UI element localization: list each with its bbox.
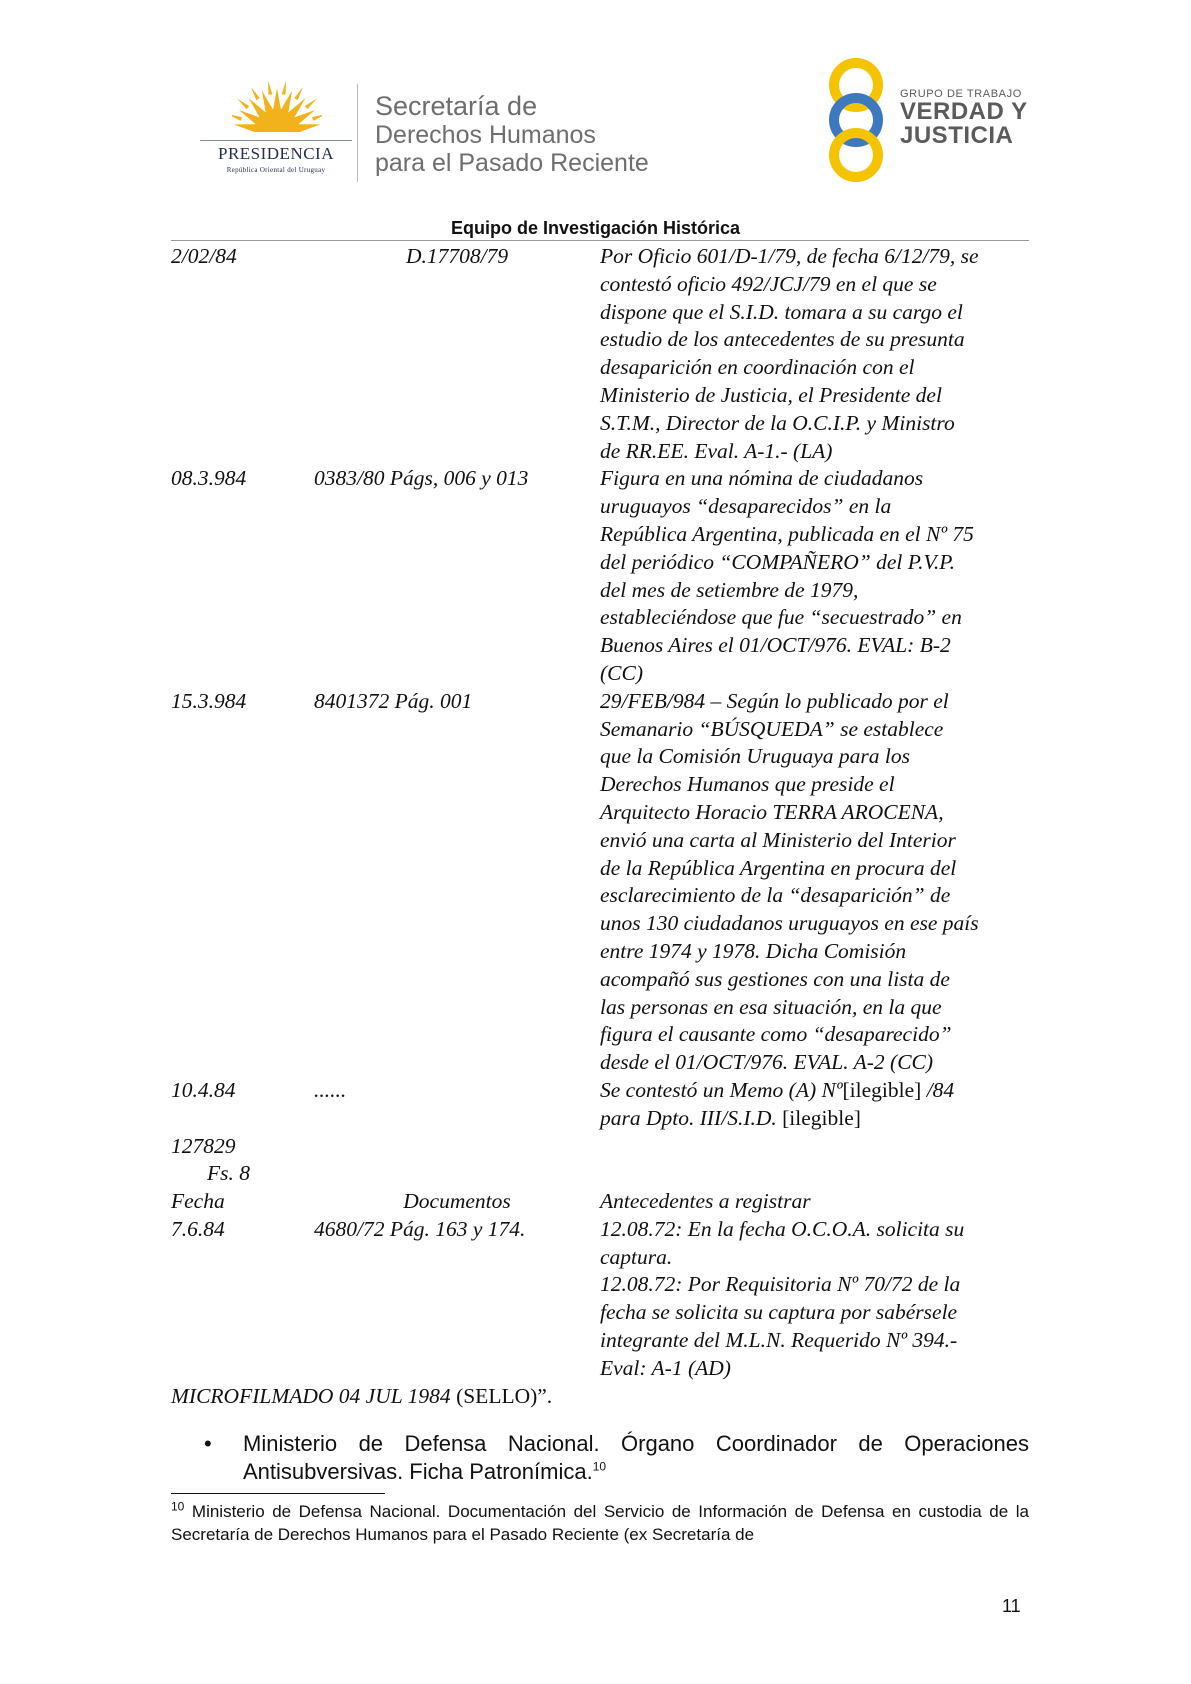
- record-line: Buenos Aires el 01/OCT/976. EVAL: B-2: [600, 633, 951, 658]
- page-header: [0, 0, 1191, 238]
- record-line: dispone que el S.I.D. tomara a su cargo el: [600, 299, 963, 324]
- table-row: [171, 1077, 1029, 1133]
- record-text: [600, 1077, 1029, 1133]
- table-row: [171, 1216, 1029, 1383]
- record-text: [600, 243, 1029, 465]
- record-line: de la República Argentina en procura del: [600, 855, 957, 880]
- record-line: envió una carta al Ministerio del Interior: [600, 827, 956, 852]
- record-line: República Argentina, publicada en el Nº 75: [600, 521, 974, 546]
- record-line: uruguayos “desaparecidos” en la: [600, 494, 892, 519]
- presidencia-logo: [196, 80, 356, 180]
- bullet-body: Ministerio de Defensa Nacional. Órgano Coordinador de Operaciones Antisubversivas. Ficha Patronímica.: [243, 1431, 1029, 1484]
- header-divider: [357, 84, 358, 182]
- team-title: Equipo de Investigación Histórica: [450, 218, 741, 238]
- header-documentos: Documentos: [403, 1189, 511, 1214]
- footnote: [171, 1500, 1029, 1546]
- record-line: las personas en esa situación, en la que: [600, 994, 942, 1019]
- footnote-number: 10: [171, 1499, 185, 1514]
- record-text: [600, 465, 1029, 687]
- grupo-line-2: JUSTICIA: [900, 122, 1014, 149]
- record-line: entre 1974 y 1978. Dicha Comisión: [600, 938, 907, 963]
- ficha-number: 127829: [171, 1133, 236, 1158]
- header-antecedentes: Antecedentes a registrar: [600, 1189, 811, 1214]
- secretaria-line-2: Derechos Humanos: [375, 121, 596, 150]
- record-line: integrante del M.L.N. Requerido Nº 394.-: [600, 1328, 958, 1353]
- record-document: 4680/72 Pág. 163 y 174.: [314, 1216, 526, 1241]
- record-line: fecha se solicita su captura por sabérsele: [600, 1300, 958, 1325]
- presidencia-name: PRESIDENCIA: [217, 144, 334, 163]
- grupo-verdad-justicia-logo: [820, 58, 1030, 183]
- table-row: [171, 243, 1029, 465]
- record-text: [600, 1216, 1029, 1383]
- record-line: Por Oficio 601/D-1/79, de fecha 6/12/79, se: [600, 244, 979, 268]
- illegible-mark: [ilegible]: [782, 1105, 861, 1130]
- interlocking-rings-icon: [820, 58, 892, 183]
- grupo-text: [900, 88, 1028, 148]
- record-line: contestó oficio 492/JCJ/79 en el que se: [600, 271, 937, 296]
- table-row: [171, 688, 1029, 1077]
- record-line: del periódico “COMPAÑERO” del P.V.P.: [600, 549, 955, 574]
- team-title-rule: [171, 240, 1029, 241]
- closing-line: [171, 1383, 1029, 1411]
- footnote-rule: [171, 1493, 385, 1494]
- memo-text: /84: [921, 1077, 955, 1102]
- memo-text: para Dpto. III/S.I.D.: [600, 1105, 783, 1130]
- record-line: Derechos Humanos que preside el: [600, 772, 895, 797]
- record-line: [600, 1105, 1029, 1133]
- record-line: 29/FEB/984 – Según lo publicado por el: [600, 688, 949, 713]
- record-line: 12.08.72: Por Requisitoria Nº 70/72 de la: [600, 1272, 961, 1297]
- record-date: 15.3.984: [171, 688, 247, 713]
- table-header: [171, 1188, 1029, 1216]
- record-line: Figura en una nómina de ciudadanos: [600, 466, 924, 491]
- record-line: captura.: [600, 1244, 673, 1269]
- record-date: 7.6.84: [171, 1216, 225, 1241]
- record-document: 0383/80 Págs, 006 y 013: [314, 466, 529, 491]
- secretaria-line-1: Secretaría de: [375, 91, 538, 121]
- illegible-mark: [ilegible]: [842, 1077, 922, 1102]
- record-line: Semanario “BÚSQUEDA” se establece: [600, 716, 944, 741]
- record-line: estableciéndose que fue “secuestrado” en: [600, 605, 962, 630]
- table-row: [171, 465, 1029, 687]
- record-line: Ministerio de Justicia, el Presidente del: [600, 382, 942, 407]
- grupo-line-1: VERDAD Y: [900, 98, 1028, 125]
- presidencia-rule: [200, 140, 352, 141]
- bullet-text: [207, 1430, 1029, 1486]
- record-line: unos 130 ciudadanos uruguayos en ese país: [600, 911, 979, 936]
- record-date: 2/02/84: [171, 244, 237, 268]
- record-document: D.17708/79: [405, 244, 509, 268]
- record-line: (CC): [600, 660, 643, 685]
- record-line: estudio de los antecedentes de su presunta: [600, 327, 965, 352]
- secretaria-line-3: para el Pasado Reciente: [375, 149, 649, 178]
- record-document: 8401372 Pág. 001: [314, 688, 473, 713]
- record-line: [600, 1077, 1029, 1105]
- record-document: ......: [314, 1077, 347, 1102]
- record-line: esclarecimiento de la “desaparición” de: [600, 883, 951, 908]
- record-line: de RR.EE. Eval. A-1.- (LA): [600, 438, 833, 463]
- page-number: 11: [1002, 1596, 1021, 1616]
- memo-text: Se contestó un Memo (A) Nº: [600, 1077, 843, 1102]
- bullet-item: [204, 1430, 1029, 1486]
- record-line: que la Comisión Uruguaya para los: [600, 744, 910, 769]
- record-text: [600, 688, 1029, 1077]
- records-table: [171, 243, 1029, 1410]
- record-date: 10.4.84: [171, 1077, 236, 1102]
- secretaria-title: [375, 91, 649, 177]
- record-line: Eval: A-1 (AD): [600, 1355, 731, 1380]
- header-fecha: Fecha: [171, 1189, 225, 1214]
- record-line: Arquitecto Horacio TERRA AROCENA,: [600, 799, 944, 824]
- grupo-small-label: GRUPO DE TRABAJO: [900, 88, 1022, 100]
- record-line: figura el causante como “desaparecido”: [600, 1022, 952, 1047]
- record-line: desaparición en coordinación con el: [600, 355, 915, 380]
- record-line: S.T.M., Director de la O.C.I.P. y Ministro: [600, 410, 955, 435]
- bullet-icon: •: [204, 1431, 212, 1456]
- record-line: desde el 01/OCT/976. EVAL. A-2 (CC): [600, 1050, 934, 1075]
- footnote-reference[interactable]: 10: [592, 1459, 607, 1474]
- microfilm-stamp: MICROFILMADO 04 JUL 1984: [171, 1383, 457, 1408]
- record-line: acompañó sus gestiones con una lista de: [600, 966, 950, 991]
- presidencia-subtitle: República Oriental del Uruguay: [226, 166, 326, 174]
- record-date: 08.3.984: [171, 466, 247, 491]
- sello-text: (SELLO)”.: [456, 1383, 553, 1408]
- ficha-folio: Fs. 8: [207, 1161, 250, 1186]
- record-line: 12.08.72: En la fecha O.C.O.A. solicita su: [600, 1216, 965, 1241]
- record-line: del mes de setiembre de 1979,: [600, 577, 859, 602]
- footnote-text: Ministerio de Defensa Nacional. Documentación del Servicio de Información de Defensa en custodia de la Secretaría de Derechos Humanos para el Pasado Reciente (ex Secretaría de: [171, 1502, 1029, 1544]
